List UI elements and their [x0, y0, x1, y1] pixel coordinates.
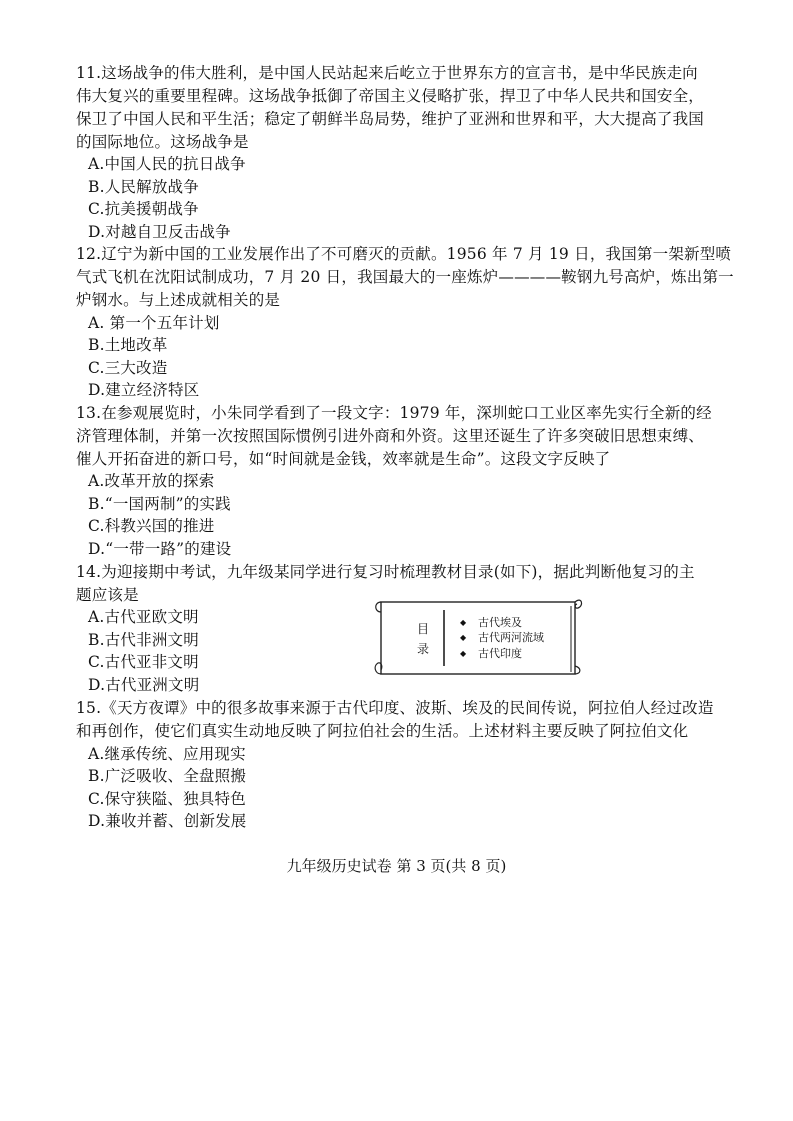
option-b: B.古代非洲文明	[88, 631, 199, 649]
option-c: C.古代亚非文明	[88, 653, 199, 671]
option-b: B.土地改革	[88, 336, 168, 354]
question-stem-line: 催人开拓奋进的新口号，如“时间就是金钱，效率就是生命”。这段文字反映了	[76, 450, 611, 468]
question-stem-line: 11.这场战争的伟大胜利，是中国人民站起来后屹立于世界东方的宣言书，是中华民族走向	[76, 64, 698, 82]
diamond-bullet-icon: ◆	[460, 633, 467, 642]
option-d: D.古代亚洲文明	[88, 676, 200, 694]
toc-item: 古代埃及	[478, 616, 522, 629]
option-a: A.古代亚欧文明	[88, 608, 199, 626]
option-d: D.对越自卫反击战争	[88, 223, 231, 241]
question-stem-line: 的国际地位。这场战争是	[76, 133, 249, 151]
question-stem-line: 保卫了中国人民和平生活；稳定了朝鲜半岛局势，维护了亚洲和世界和平，大大提高了我国	[76, 110, 705, 128]
option-a: A.继承传统、应用现实	[88, 745, 246, 763]
question-stem-line: 题应该是	[76, 586, 139, 604]
question-stem-line: 炉钢水。与上述成就相关的是	[76, 291, 281, 309]
option-b: B.人民解放战争	[88, 178, 199, 196]
question-stem-line: 气式飞机在沈阳试制成功，7 月 20 日，我国最大的一座炼炉————鞍钢九号高炉，炼出第一	[76, 268, 734, 286]
option-c: C.科教兴国的推进	[88, 517, 215, 535]
question-stem-line: 15.《天方夜谭》中的很多故事来源于古代印度、波斯、埃及的民间传说，阿拉伯人经过改造	[76, 699, 714, 717]
toc-title-char-1: 目	[417, 622, 430, 636]
diamond-bullet-icon: ◆	[460, 649, 467, 658]
option-c: C.保守狭隘、独具特色	[88, 790, 246, 808]
option-c: C.三大改造	[88, 359, 168, 377]
toc-title-char-2: 录	[417, 642, 430, 656]
option-d: D.兼收并蓄、创新发展	[88, 812, 247, 830]
question-stem-line: 伟大复兴的重要里程碑。这场战争抵御了帝国主义侵略扩张，捍卫了中华人民共和国安全，	[76, 87, 705, 105]
option-b: B.广泛吸收、全盘照搬	[88, 767, 247, 785]
option-d: D.建立经济特区	[88, 381, 200, 399]
page-footer: 九年级历史试卷 第 3 页(共 8 页)	[286, 857, 507, 875]
diamond-bullet-icon: ◆	[460, 618, 467, 627]
option-c: C.抗美援朝战争	[88, 200, 199, 218]
question-stem-line: 14.为迎接期中考试，九年级某同学进行复习时梳理教材目录(如下)，据此判断他复习的主	[76, 563, 695, 581]
toc-scroll-figure	[372, 592, 586, 682]
question-stem-line: 12.辽宁为新中国的工业发展作出了不可磨灭的贡献。1956 年 7 月 19 日，我国第一架新型喷	[76, 245, 732, 263]
question-stem-line: 济管理体制，并第一次按照国际惯例引进外商和外资。这里还诞生了许多突破旧思想束缚、	[76, 427, 705, 445]
option-a: A. 第一个五年计划	[88, 314, 220, 332]
option-a: A.中国人民的抗日战争	[88, 155, 246, 173]
option-d: D.“一带一路”的建设	[88, 540, 232, 558]
toc-item: 古代印度	[478, 647, 522, 660]
toc-item: 古代两河流域	[478, 631, 544, 644]
question-stem-line: 13.在参观展览时，小朱同学看到了一段文字：1979 年，深圳蛇口工业区率先实行全新的经	[76, 404, 712, 422]
question-stem-line: 和再创作，使它们真实生动地反映了阿拉伯社会的生活。上述材料主要反映了阿拉伯文化	[76, 722, 689, 740]
option-b: B.“一国两制”的实践	[88, 495, 231, 513]
option-a: A.改革开放的探索	[88, 472, 215, 490]
